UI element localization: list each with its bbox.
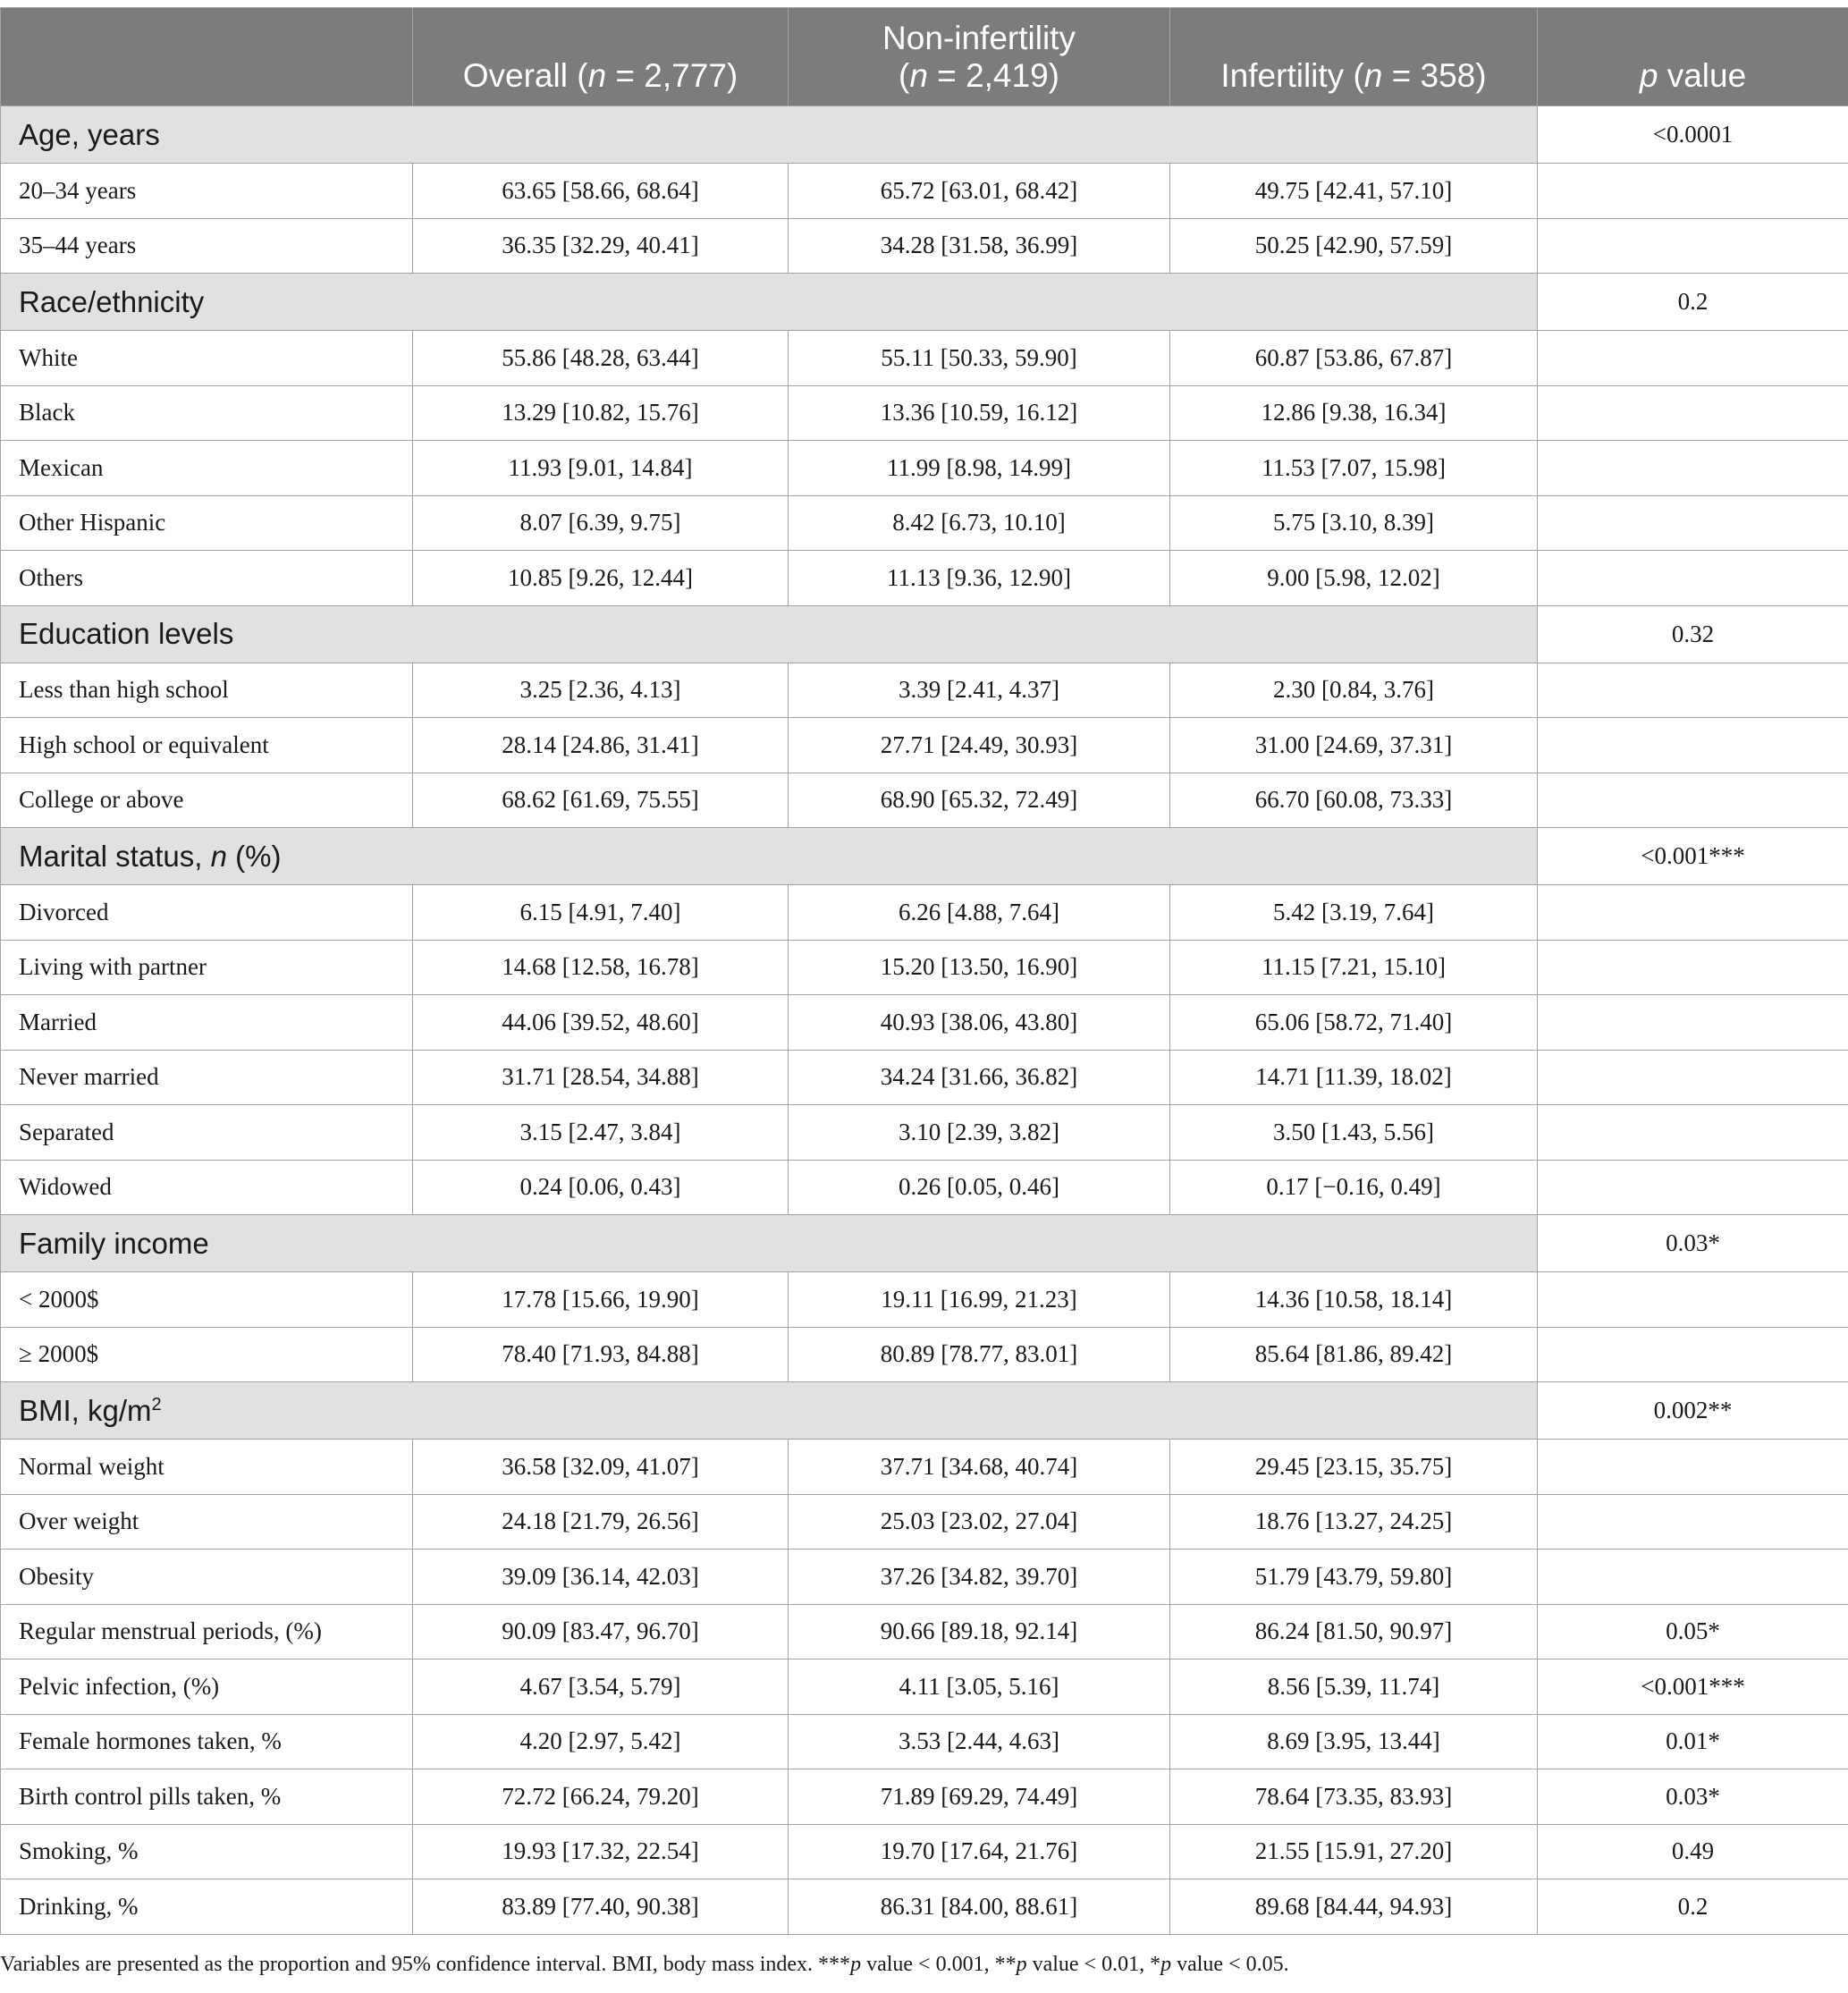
row-label: Pelvic infection, (%) [1, 1659, 413, 1715]
table-row [1, 1105, 1848, 1161]
cell-overall: 90.09 [83.47, 96.70] [413, 1604, 789, 1659]
table-row [1, 1824, 1848, 1879]
cell-p-value [1538, 885, 1848, 941]
cell-infertility: 89.68 [84.44, 94.93] [1170, 1879, 1538, 1935]
section-label: Age, years [1, 106, 1538, 164]
cell-overall: 68.62 [61.69, 75.55] [413, 773, 789, 828]
cell-non-infertility: 19.11 [16.99, 21.23] [789, 1272, 1170, 1328]
row-label: Divorced [1, 885, 413, 941]
cell-infertility: 0.17 [−0.16, 0.49] [1170, 1160, 1538, 1215]
cell-overall: 0.24 [0.06, 0.43] [413, 1160, 789, 1215]
section-label: Race/ethnicity [1, 274, 1538, 331]
cell-infertility: 8.56 [5.39, 11.74] [1170, 1659, 1538, 1715]
row-label: Less than high school [1, 663, 413, 718]
row-label: < 2000$ [1, 1272, 413, 1328]
section-row-marital [1, 828, 1848, 885]
table-row [1, 441, 1848, 496]
section-row-income [1, 1215, 1848, 1272]
table-row [1, 1494, 1848, 1550]
characteristics-table-container [0, 7, 1848, 1935]
cell-non-infertility: 3.39 [2.41, 4.37] [789, 663, 1170, 718]
cell-overall: 72.72 [66.24, 79.20] [413, 1769, 789, 1825]
cell-overall: 3.25 [2.36, 4.13] [413, 663, 789, 718]
cell-overall: 11.93 [9.01, 14.84] [413, 441, 789, 496]
cell-non-infertility: 11.13 [9.36, 12.90] [789, 551, 1170, 606]
section-label: Education levels [1, 605, 1538, 663]
cell-p-value: 0.05* [1538, 1604, 1848, 1659]
cell-p-value [1538, 1050, 1848, 1105]
row-label: Normal weight [1, 1440, 413, 1495]
cell-overall: 44.06 [39.52, 48.60] [413, 995, 789, 1051]
table-row [1, 551, 1848, 606]
cell-overall: 78.40 [71.93, 84.88] [413, 1327, 789, 1382]
cell-non-infertility: 3.53 [2.44, 4.63] [789, 1714, 1170, 1769]
cell-infertility: 21.55 [15.91, 27.20] [1170, 1824, 1538, 1879]
cell-overall: 83.89 [77.40, 90.38] [413, 1879, 789, 1935]
cell-non-infertility: 4.11 [3.05, 5.16] [789, 1659, 1170, 1715]
cell-overall: 63.65 [58.66, 68.64] [413, 164, 789, 219]
cell-infertility: 3.50 [1.43, 5.56] [1170, 1105, 1538, 1161]
row-label: Separated [1, 1105, 413, 1161]
section-label: BMI, $kg/m^2$ [1, 1382, 1538, 1440]
cell-p-value [1538, 1440, 1848, 1495]
section-p-value: 0.32 [1538, 605, 1848, 663]
cell-infertility: 14.36 [10.58, 18.14] [1170, 1272, 1538, 1328]
row-label: Black [1, 385, 413, 441]
cell-overall: 39.09 [36.14, 42.03] [413, 1550, 789, 1605]
cell-p-value [1538, 1105, 1848, 1161]
table-footnote: Variables are presented as the proportion and 95% confidence interval. BMI, body mass index. ***p value < 0.001, **p value < 0.01, *p value < 0.05. [0, 1953, 1289, 1976]
row-label: 35–44 years [1, 218, 413, 274]
cell-non-infertility: 11.99 [8.98, 14.99] [789, 441, 1170, 496]
row-label: Regular menstrual periods, (%) [1, 1604, 413, 1659]
table-row [1, 218, 1848, 274]
row-label: Married [1, 995, 413, 1051]
cell-non-infertility: 55.11 [50.33, 59.90] [789, 331, 1170, 386]
section-p-value: <0.0001 [1538, 106, 1848, 164]
cell-p-value: 0.49 [1538, 1824, 1848, 1879]
cell-p-value [1538, 1494, 1848, 1550]
cell-infertility: 50.25 [42.90, 57.59] [1170, 218, 1538, 274]
cell-infertility: 51.79 [43.79, 59.80] [1170, 1550, 1538, 1605]
cell-p-value [1538, 1160, 1848, 1215]
cell-overall: 4.67 [3.54, 5.79] [413, 1659, 789, 1715]
section-p-value: 0.2 [1538, 274, 1848, 331]
cell-overall: 55.86 [48.28, 63.44] [413, 331, 789, 386]
cell-non-infertility: 65.72 [63.01, 68.42] [789, 164, 1170, 219]
cell-overall: 17.78 [15.66, 19.90] [413, 1272, 789, 1328]
cell-p-value: 0.2 [1538, 1879, 1848, 1935]
cell-non-infertility: 6.26 [4.88, 7.64] [789, 885, 1170, 941]
cell-non-infertility: 37.71 [34.68, 40.74] [789, 1440, 1170, 1495]
cell-p-value [1538, 551, 1848, 606]
table-row [1, 663, 1848, 718]
row-label: Others [1, 551, 413, 606]
row-label: High school or equivalent [1, 718, 413, 773]
cell-non-infertility: 37.26 [34.82, 39.70] [789, 1550, 1170, 1605]
cell-overall: 6.15 [4.91, 7.40] [413, 885, 789, 941]
cell-non-infertility: 34.28 [31.58, 36.99] [789, 218, 1170, 274]
row-label: Obesity [1, 1550, 413, 1605]
cell-non-infertility: 19.70 [17.64, 21.76] [789, 1824, 1170, 1879]
characteristics-table [0, 7, 1848, 1935]
cell-overall: 24.18 [21.79, 26.56] [413, 1494, 789, 1550]
cell-infertility: 5.75 [3.10, 8.39] [1170, 495, 1538, 551]
cell-infertility: 9.00 [5.98, 12.02] [1170, 551, 1538, 606]
cell-overall: 28.14 [24.86, 31.41] [413, 718, 789, 773]
cell-non-infertility: 90.66 [89.18, 92.14] [789, 1604, 1170, 1659]
cell-infertility: 14.71 [11.39, 18.02] [1170, 1050, 1538, 1105]
row-label: 20–34 years [1, 164, 413, 219]
cell-non-infertility: 13.36 [10.59, 16.12] [789, 385, 1170, 441]
cell-non-infertility: 71.89 [69.29, 74.49] [789, 1769, 1170, 1825]
header-non-infertility: Non-infertility (n = 2,419) [789, 8, 1170, 106]
row-label: Living with partner [1, 940, 413, 995]
header-variable [1, 8, 413, 106]
cell-non-infertility: 40.93 [38.06, 43.80] [789, 995, 1170, 1051]
row-label: Birth control pills taken, % [1, 1769, 413, 1825]
cell-p-value [1538, 1272, 1848, 1328]
cell-p-value [1538, 1550, 1848, 1605]
section-p-value: 0.03* [1538, 1215, 1848, 1272]
cell-infertility: 11.53 [7.07, 15.98] [1170, 441, 1538, 496]
cell-overall: 19.93 [17.32, 22.54] [413, 1824, 789, 1879]
cell-p-value [1538, 331, 1848, 386]
cell-infertility: 85.64 [81.86, 89.42] [1170, 1327, 1538, 1382]
row-label: Other Hispanic [1, 495, 413, 551]
cell-non-infertility: 8.42 [6.73, 10.10] [789, 495, 1170, 551]
table-row [1, 331, 1848, 386]
table-row [1, 1604, 1848, 1659]
table-row [1, 1327, 1848, 1382]
cell-overall: 14.68 [12.58, 16.78] [413, 940, 789, 995]
cell-p-value: <0.001*** [1538, 1659, 1848, 1715]
cell-p-value [1538, 773, 1848, 828]
section-row-race [1, 274, 1848, 331]
table-row [1, 495, 1848, 551]
section-row-age [1, 106, 1848, 164]
cell-p-value [1538, 718, 1848, 773]
cell-non-infertility: 68.90 [65.32, 72.49] [789, 773, 1170, 828]
table-row [1, 385, 1848, 441]
cell-infertility: 11.15 [7.21, 15.10] [1170, 940, 1538, 995]
cell-infertility: 65.06 [58.72, 71.40] [1170, 995, 1538, 1051]
section-p-value: 0.002** [1538, 1382, 1848, 1440]
table-row [1, 1550, 1848, 1605]
row-label: Mexican [1, 441, 413, 496]
cell-p-value [1538, 385, 1848, 441]
table-row [1, 1050, 1848, 1105]
row-label: Never married [1, 1050, 413, 1105]
header-p-value: p value [1538, 8, 1848, 106]
cell-infertility: 2.30 [0.84, 3.76] [1170, 663, 1538, 718]
cell-non-infertility: 3.10 [2.39, 3.82] [789, 1105, 1170, 1161]
row-label: White [1, 331, 413, 386]
header-overall: Overall (n = 2,777) [413, 8, 789, 106]
cell-infertility: 8.69 [3.95, 13.44] [1170, 1714, 1538, 1769]
cell-p-value [1538, 663, 1848, 718]
table-header-row [1, 8, 1848, 106]
cell-p-value [1538, 164, 1848, 219]
cell-non-infertility: 34.24 [31.66, 36.82] [789, 1050, 1170, 1105]
section-label: Family income [1, 1215, 1538, 1272]
section-row-education [1, 605, 1848, 663]
cell-infertility: 5.42 [3.19, 7.64] [1170, 885, 1538, 941]
table-row [1, 885, 1848, 941]
row-label: Drinking, % [1, 1879, 413, 1935]
cell-infertility: 60.87 [53.86, 67.87] [1170, 331, 1538, 386]
cell-infertility: 78.64 [73.35, 83.93] [1170, 1769, 1538, 1825]
table-row [1, 1160, 1848, 1215]
table-row [1, 1440, 1848, 1495]
table-row [1, 164, 1848, 219]
cell-infertility: 31.00 [24.69, 37.31] [1170, 718, 1538, 773]
row-label: College or above [1, 773, 413, 828]
cell-non-infertility: 27.71 [24.49, 30.93] [789, 718, 1170, 773]
table-row [1, 1659, 1848, 1715]
cell-overall: 4.20 [2.97, 5.42] [413, 1714, 789, 1769]
cell-p-value [1538, 995, 1848, 1051]
table-row [1, 718, 1848, 773]
table-row [1, 1879, 1848, 1935]
header-infertility: Infertility (n = 358) [1170, 8, 1538, 106]
table-row [1, 1714, 1848, 1769]
cell-p-value [1538, 441, 1848, 496]
cell-overall: 36.35 [32.29, 40.41] [413, 218, 789, 274]
cell-overall: 31.71 [28.54, 34.88] [413, 1050, 789, 1105]
cell-overall: 13.29 [10.82, 15.76] [413, 385, 789, 441]
table-row [1, 995, 1848, 1051]
cell-infertility: 18.76 [13.27, 24.25] [1170, 1494, 1538, 1550]
cell-infertility: 86.24 [81.50, 90.97] [1170, 1604, 1538, 1659]
table-row [1, 1769, 1848, 1825]
cell-overall: 36.58 [32.09, 41.07] [413, 1440, 789, 1495]
cell-non-infertility: 86.31 [84.00, 88.61] [789, 1879, 1170, 1935]
cell-infertility: 66.70 [60.08, 73.33] [1170, 773, 1538, 828]
cell-non-infertility: 15.20 [13.50, 16.90] [789, 940, 1170, 995]
cell-non-infertility: 80.89 [78.77, 83.01] [789, 1327, 1170, 1382]
section-row-bmi [1, 1382, 1848, 1440]
row-label: Smoking, % [1, 1824, 413, 1879]
row-label: ≥ 2000$ [1, 1327, 413, 1382]
section-p-value: <0.001*** [1538, 828, 1848, 885]
cell-p-value [1538, 495, 1848, 551]
cell-non-infertility: 25.03 [23.02, 27.04] [789, 1494, 1170, 1550]
row-label: Female hormones taken, % [1, 1714, 413, 1769]
table-row [1, 1272, 1848, 1328]
cell-p-value [1538, 218, 1848, 274]
cell-overall: 8.07 [6.39, 9.75] [413, 495, 789, 551]
cell-non-infertility: 0.26 [0.05, 0.46] [789, 1160, 1170, 1215]
section-label: Marital status, n (%) [1, 828, 1538, 885]
row-label: Over weight [1, 1494, 413, 1550]
cell-infertility: 12.86 [9.38, 16.34] [1170, 385, 1538, 441]
table-row [1, 773, 1848, 828]
cell-overall: 3.15 [2.47, 3.84] [413, 1105, 789, 1161]
cell-overall: 10.85 [9.26, 12.44] [413, 551, 789, 606]
cell-p-value: 0.01* [1538, 1714, 1848, 1769]
cell-p-value: 0.03* [1538, 1769, 1848, 1825]
row-label: Widowed [1, 1160, 413, 1215]
cell-p-value [1538, 1327, 1848, 1382]
cell-infertility: 29.45 [23.15, 35.75] [1170, 1440, 1538, 1495]
cell-p-value [1538, 940, 1848, 995]
cell-infertility: 49.75 [42.41, 57.10] [1170, 164, 1538, 219]
table-row [1, 940, 1848, 995]
